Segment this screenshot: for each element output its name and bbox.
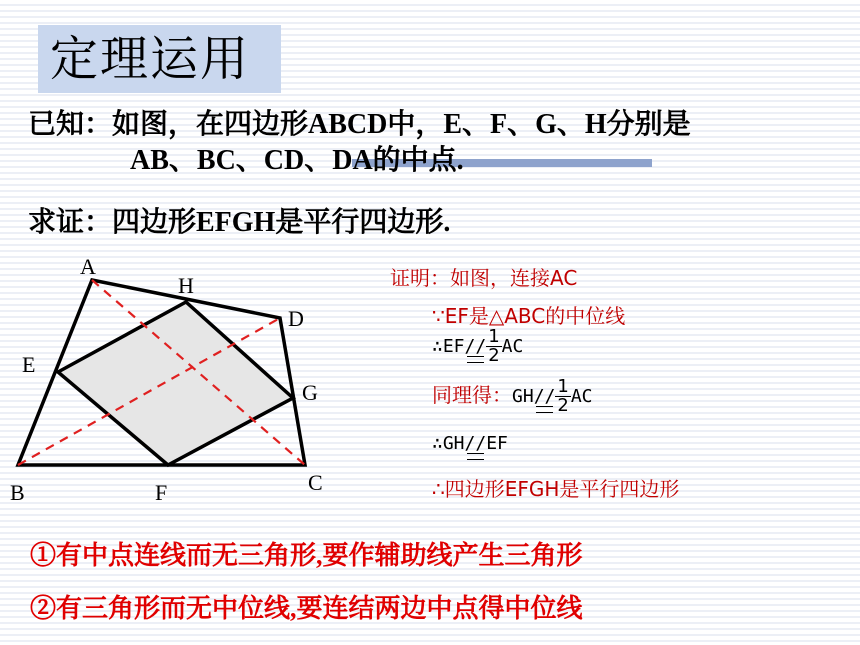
proof-conclusion: ∴四边形EFGH是平行四边形 [432, 477, 680, 501]
label-a: A [80, 254, 96, 279]
segment-ac-2: AC [570, 386, 593, 407]
note-2: ②有三角形而无中位线,要连结两边中点得中位线 [30, 594, 583, 623]
segment-ef: EF [442, 336, 465, 357]
label-h: H [178, 273, 194, 298]
fraction-half: $\frac{1}{2}$ [488, 326, 500, 366]
proof-line-1: 证明：如图，连接AC [390, 266, 578, 290]
therefore-symbol-2: ∴ [432, 433, 443, 454]
proof-line-3 [432, 328, 523, 365]
label-g: G [302, 380, 318, 405]
similarly-label: 同理得： [432, 383, 512, 407]
label-b: B [10, 480, 25, 505]
segment-gh-2: GH [442, 433, 465, 454]
therefore-symbol: ∴ [432, 336, 443, 357]
prove-statement: 求证：四边形EFGH是平行四边形. [28, 207, 451, 238]
label-e: E [22, 352, 36, 377]
parallel-equal-symbol: // [464, 336, 487, 357]
label-d: D [288, 306, 304, 331]
parallelogram-efgh [58, 302, 293, 465]
segment-ac: AC [501, 336, 524, 357]
quadrilateral-figure [0, 245, 370, 510]
label-c: C [308, 470, 323, 495]
proof-line-4 [432, 378, 593, 415]
proof-line-5 [432, 430, 508, 454]
label-f: F [155, 480, 168, 505]
parallel-equal-symbol-2: // [533, 386, 556, 407]
segment-ef-2: EF [486, 433, 508, 454]
slide-title: 定理运用 [50, 31, 251, 87]
given-line-1: 已知：如图，在四边形ABCD中，E、F、G、H分别是 [28, 109, 691, 140]
fraction-half-2: $\frac{1}{2}$ [557, 376, 569, 416]
parallel-equal-symbol-3: // [464, 433, 487, 454]
proof-line-2: ∵EF是△ABC的中位线 [432, 304, 626, 328]
segment-gh: GH [512, 386, 534, 407]
given-line-2: AB、BC、CD、DA的中点. [130, 145, 464, 176]
note-1: ①有中点连线而无三角形,要作辅助线产生三角形 [30, 541, 583, 570]
